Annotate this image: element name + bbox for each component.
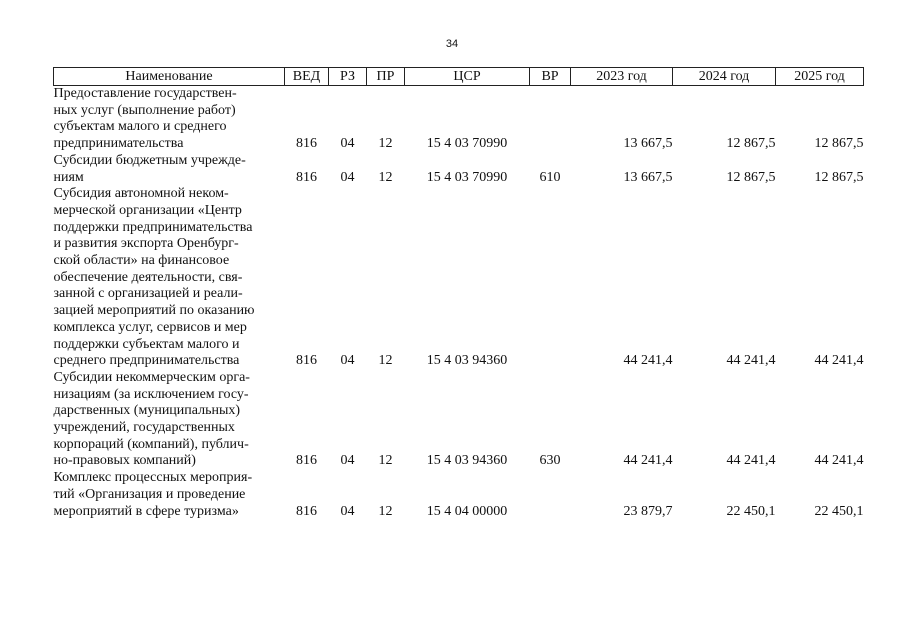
- cell-name-line: поддержки предпринимательства: [53, 219, 253, 235]
- cell-pr: 12: [378, 169, 393, 185]
- header-year-2025: 2025 год: [776, 68, 864, 86]
- page-number: 34: [445, 38, 459, 50]
- cell-year-2024: 12 867,5: [726, 136, 776, 152]
- table-body: [54, 86, 864, 521]
- cell-year-2025: 22 450,1: [814, 503, 864, 519]
- cell-name-line: обеспечение деятельности, свя-: [53, 269, 243, 285]
- cell-year-2023: 13 667,5: [623, 136, 673, 152]
- cell-name-line: ных услуг (выполнение работ): [53, 102, 236, 118]
- cell-ved: 816: [296, 453, 317, 469]
- cell-ved: 816: [296, 353, 317, 369]
- cell-year-2023: 44 241,4: [623, 453, 673, 469]
- cell-rz: 04: [340, 453, 355, 469]
- cell-vr: 610: [539, 169, 561, 185]
- cell-rz: 04: [340, 353, 355, 369]
- cell-ved: 816: [296, 503, 317, 519]
- cell-name-line: Субсидии некоммерческим орга-: [53, 369, 250, 385]
- cell-name-line: среднего предпринимательства: [53, 353, 240, 369]
- cell-csr: 15 4 03 94360: [426, 353, 508, 369]
- cell-pr: 12: [378, 453, 393, 469]
- table-row: [54, 186, 864, 370]
- cell-name: [54, 86, 285, 153]
- header-rz: РЗ: [329, 68, 367, 86]
- cell-name-line: мероприятий в сфере туризма»: [53, 503, 239, 519]
- cell-rz: 04: [340, 169, 355, 185]
- cell-name: [54, 470, 285, 520]
- cell-year-2024: 44 241,4: [726, 453, 776, 469]
- cell-pr: 12: [378, 503, 393, 519]
- table-row: [54, 153, 864, 186]
- cell-rz: 04: [340, 136, 355, 152]
- cell-name-line: Субсидия автономной неком-: [53, 186, 229, 202]
- cell-name-line: поддержки субъектам малого и: [53, 336, 240, 352]
- cell-name-line: мерческой организации «Центр: [53, 202, 242, 218]
- table-row: [54, 370, 864, 470]
- cell-vr: 630: [539, 453, 561, 469]
- cell-name-line: субъектам малого и среднего: [53, 119, 227, 135]
- cell-name-line: ской области» на финансовое: [53, 253, 230, 269]
- cell-rz: 04: [340, 503, 355, 519]
- cell-csr: 15 4 03 94360: [426, 453, 508, 469]
- header-csr: ЦСР: [405, 68, 530, 86]
- header-year-2024: 2024 год: [673, 68, 776, 86]
- cell-year-2023: 23 879,7: [623, 503, 673, 519]
- header-name: Наименование: [54, 68, 285, 86]
- cell-year-2024: 12 867,5: [726, 169, 776, 185]
- cell-name-line: тий «Организация и проведение: [53, 486, 246, 502]
- cell-csr: 15 4 03 70990: [426, 169, 508, 185]
- cell-csr: 15 4 03 70990: [426, 136, 508, 152]
- cell-vr: [530, 470, 571, 520]
- cell-ved: 816: [296, 136, 317, 152]
- table-row: [54, 86, 864, 153]
- cell-name-line: но-правовых компаний): [53, 453, 196, 469]
- header-ved: ВЕД: [285, 68, 329, 86]
- cell-name: [54, 153, 285, 186]
- cell-vr: [530, 186, 571, 370]
- cell-csr: 15 4 04 00000: [426, 503, 508, 519]
- budget-table: [53, 67, 864, 520]
- header-year-2023: 2023 год: [571, 68, 673, 86]
- cell-name-line: зацией мероприятий по оказанию: [53, 303, 255, 319]
- cell-year-2025: 44 241,4: [814, 353, 864, 369]
- table-row: [54, 470, 864, 520]
- cell-pr: 12: [378, 353, 393, 369]
- cell-name: [54, 186, 285, 370]
- cell-name-line: Предоставление государствен-: [53, 86, 237, 101]
- cell-name: [54, 370, 285, 470]
- cell-year-2025: 12 867,5: [814, 136, 864, 152]
- cell-year-2024: 22 450,1: [726, 503, 776, 519]
- cell-name-line: предпринимательства: [53, 136, 184, 152]
- header-vr: ВР: [530, 68, 571, 86]
- cell-vr: [530, 86, 571, 153]
- cell-name-line: корпораций (компаний), публич-: [53, 436, 249, 452]
- table-header-row: [54, 68, 864, 86]
- cell-year-2025: 12 867,5: [814, 169, 864, 185]
- cell-name-line: Субсидии бюджетным учрежде-: [53, 152, 246, 168]
- cell-year-2023: 13 667,5: [623, 169, 673, 185]
- cell-name-line: учреждений, государственных: [53, 420, 235, 436]
- cell-ved: 816: [296, 169, 317, 185]
- cell-name-line: занной с организацией и реали-: [53, 286, 243, 302]
- cell-year-2025: 44 241,4: [814, 453, 864, 469]
- cell-year-2024: 44 241,4: [726, 353, 776, 369]
- cell-name-line: Комплекс процессных мероприя-: [53, 470, 253, 486]
- cell-name-line: и развития экспорта Оренбург-: [53, 236, 239, 252]
- cell-name-line: низациям (за исключением госу-: [53, 386, 249, 402]
- cell-pr: 12: [378, 136, 393, 152]
- cell-name-line: комплекса услуг, сервисов и мер: [53, 319, 247, 335]
- cell-name-line: ниям: [53, 169, 84, 185]
- cell-year-2023: 44 241,4: [623, 353, 673, 369]
- cell-name-line: дарственных (муниципальных): [53, 403, 241, 419]
- header-pr: ПР: [367, 68, 405, 86]
